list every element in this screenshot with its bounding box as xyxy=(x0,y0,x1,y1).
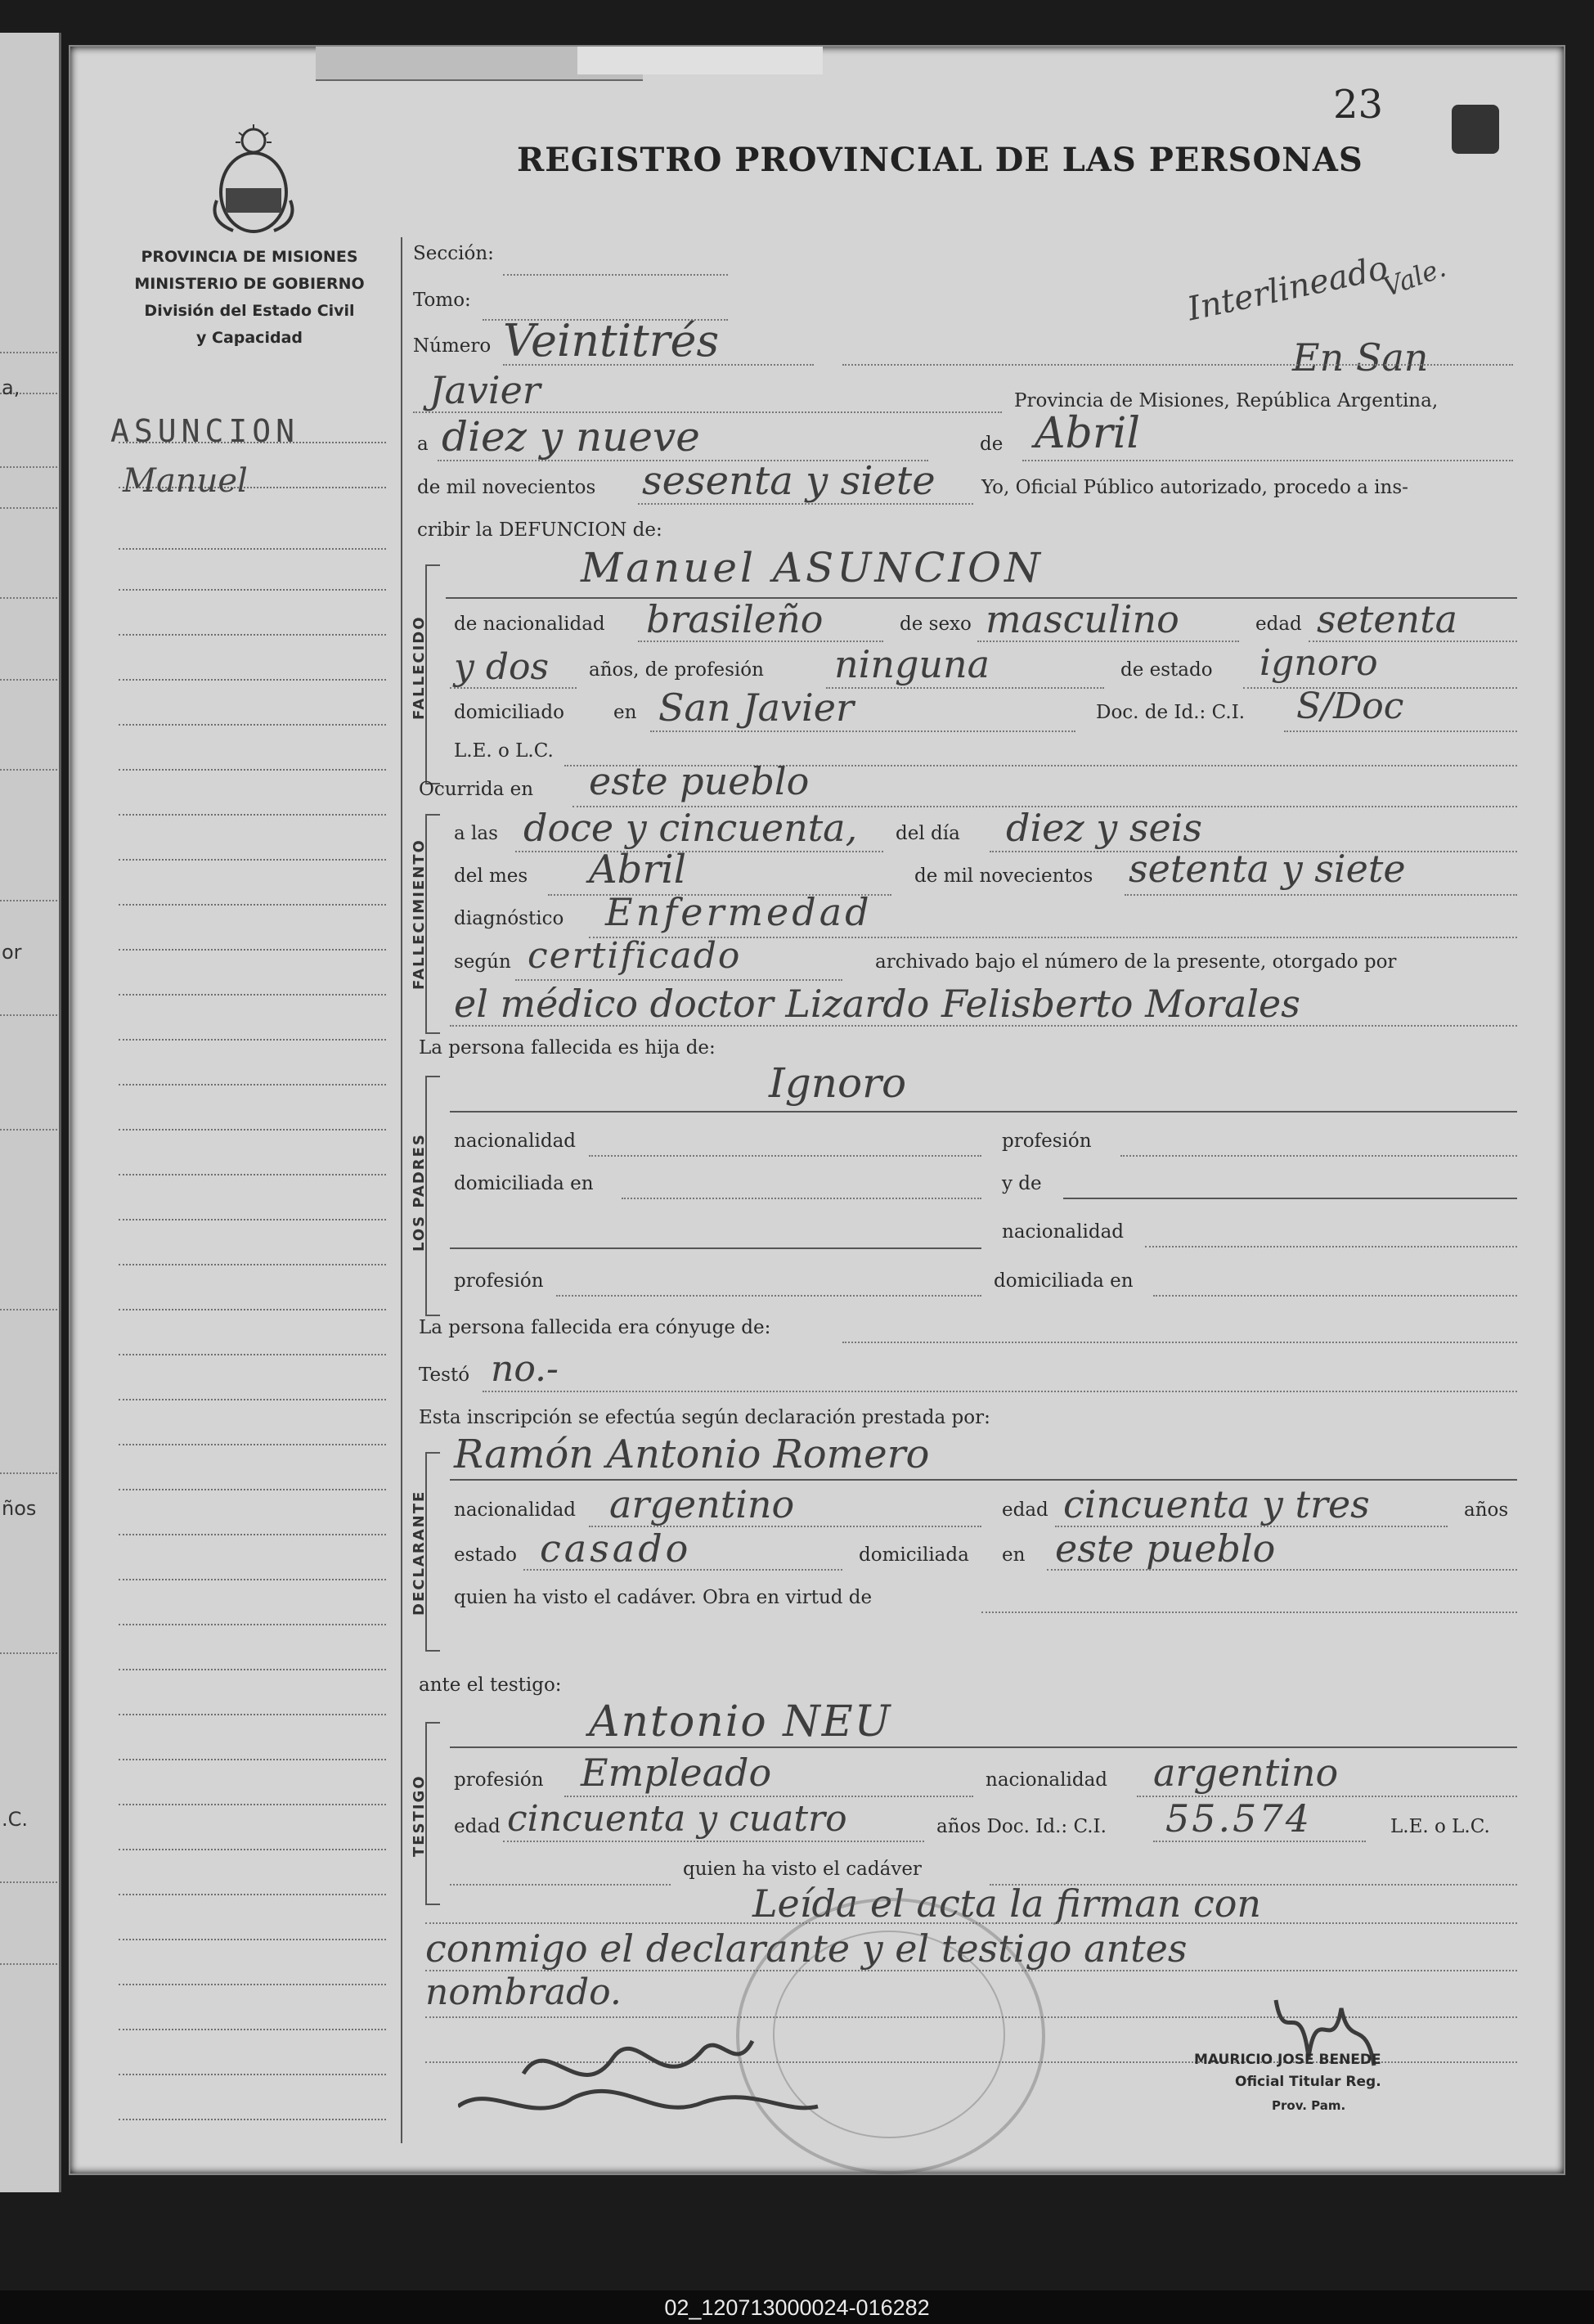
madre-nacionalidad-label: nacionalidad xyxy=(1002,1221,1125,1243)
year-prefix: de mil novecientos xyxy=(417,477,596,498)
testigo-nacionalidad-value: argentino xyxy=(1153,1751,1339,1795)
edad-value-cont: y dos xyxy=(454,646,550,688)
madre-profesion-label: profesión xyxy=(454,1270,544,1292)
declarante-en-label: en xyxy=(1002,1544,1026,1566)
padres-section-label: LOS PADRES xyxy=(411,1133,428,1252)
ante-testigo-label: ante el testigo: xyxy=(419,1674,562,1696)
hija-de-label: La persona fallecida es hija de: xyxy=(419,1037,716,1059)
deceased-name: Manuel ASUNCION xyxy=(581,544,1044,591)
fallecimiento-section-label: FALLECIMIENTO xyxy=(411,838,428,990)
tomo-label: Tomo: xyxy=(413,290,471,311)
doc-value: S/Doc xyxy=(1296,686,1404,727)
edad-value: setenta xyxy=(1317,597,1458,641)
province-text: Provincia de Misiones, República Argentina, xyxy=(1014,390,1439,411)
correction-mark: Vale. xyxy=(1378,251,1450,303)
authority-division: División del Estado Civil xyxy=(144,302,355,320)
page-number: 23 xyxy=(1333,82,1384,128)
declarante-estado-value: casado xyxy=(540,1526,692,1571)
declarante-estado-label: estado xyxy=(454,1544,517,1566)
sexo-value: masculino xyxy=(986,597,1179,641)
domicilio-value: San Javier xyxy=(658,686,854,730)
testigo-name: Antonio NEU xyxy=(589,1697,892,1746)
archivado-text: archivado bajo el número de la presente, otorgado por xyxy=(875,951,1397,973)
madre-domicilio-label: domiciliada en xyxy=(994,1270,1134,1292)
fallecimiento-year-prefix: de mil novecientos xyxy=(914,865,1093,887)
declarante-nacionalidad-value: argentino xyxy=(609,1482,795,1526)
declarante-edad-value: cincuenta y tres xyxy=(1063,1482,1370,1526)
declarante-edad-label: edad xyxy=(1002,1499,1048,1521)
profesion-value: ninguna xyxy=(834,642,990,686)
hora-value: doce y cincuenta, xyxy=(523,806,858,850)
registry-title: REGISTRO PROVINCIAL DE LAS PERSONAS xyxy=(517,141,1363,179)
a-las-label: a las xyxy=(454,823,498,844)
locality-value: Javier xyxy=(429,368,541,412)
diagnostico-label: diagnóstico xyxy=(454,908,564,929)
official-stamp-title: Oficial Titular Reg. xyxy=(1235,2074,1381,2090)
margin-surname: ASUNCION xyxy=(110,413,300,449)
ocurrida-value: este pueblo xyxy=(589,759,810,803)
declarante-anos-label: años xyxy=(1464,1499,1509,1521)
nacionalidad-label: de nacionalidad xyxy=(454,614,605,635)
official-stamp-place: Prov. Pam. xyxy=(1272,2098,1346,2113)
corner-tab xyxy=(1452,105,1499,154)
testigo-cadaver-text: quien ha visto el cadáver xyxy=(683,1859,922,1880)
day-value: diez y nueve xyxy=(442,413,700,461)
padres-value: Ignoro xyxy=(769,1059,907,1107)
testigo-section-label: TESTIGO xyxy=(411,1774,428,1857)
testigo-profesion-label: profesión xyxy=(454,1769,544,1791)
coat-of-arms-icon xyxy=(204,123,303,237)
testigo-edad-value: cincuenta y cuatro xyxy=(507,1798,847,1840)
del-dia-label: del día xyxy=(896,823,960,844)
year-value: sesenta y siete xyxy=(642,458,936,504)
nacionalidad-value: brasileño xyxy=(646,597,824,641)
fallecido-section-label: FALLECIDO xyxy=(411,615,428,720)
mes-value: Abril xyxy=(589,847,687,892)
estado-label: de estado xyxy=(1120,659,1213,681)
segun-value: certificado xyxy=(528,935,742,977)
a-label: a xyxy=(417,434,429,455)
issuing-authority xyxy=(110,244,388,352)
authority-province: PROVINCIA DE MISIONES xyxy=(141,248,358,266)
segun-label: según xyxy=(454,951,511,973)
anos-profesion-label: años, de profesión xyxy=(589,659,764,681)
conyuge-label: La persona fallecida era cónyuge de: xyxy=(419,1317,771,1338)
declarante-name: Ramón Antonio Romero xyxy=(454,1432,930,1477)
padre-domicilio-label: domiciliada en xyxy=(454,1173,594,1194)
medico-value: el médico doctor Lizardo Felisberto Morales xyxy=(454,982,1300,1026)
month-de-label: de xyxy=(980,434,1004,455)
doc-label: Doc. de Id.: C.I. xyxy=(1096,702,1246,723)
numero-label: Número xyxy=(413,335,492,357)
closing-line-3: nombrado. xyxy=(425,1971,622,2013)
testigo-edad-label: edad xyxy=(454,1816,501,1837)
testo-label: Testó xyxy=(419,1364,470,1386)
month-value: Abril xyxy=(1035,409,1140,458)
testigo-doc-value: 55.574 xyxy=(1165,1796,1312,1841)
testigo-nacionalidad-label: nacionalidad xyxy=(986,1769,1108,1791)
le-lc-label: L.E. o L.C. xyxy=(454,740,554,762)
edad-label: edad xyxy=(1255,614,1302,635)
diagnostico-value: Enfermedad xyxy=(605,890,873,934)
del-mes-label: del mes xyxy=(454,865,528,887)
margin-given-name: Manuel xyxy=(123,462,248,500)
authority-division-cont: y Capacidad xyxy=(196,329,303,347)
dia-value: diez y seis xyxy=(1006,806,1202,850)
left-facing-page: a, or ños .C. xyxy=(0,33,61,2192)
testigo-anos-doc-label: años Doc. Id.: C.I. xyxy=(936,1816,1107,1837)
declarante-section-label: DECLARANTE xyxy=(411,1490,428,1616)
declarante-domicilio-value: este pueblo xyxy=(1055,1526,1276,1571)
testo-value: no.- xyxy=(491,1348,559,1390)
official-stamp-name: MAURICIO JOSE BENEDE xyxy=(1194,2052,1381,2068)
fallecimiento-year-value: setenta y siete xyxy=(1129,847,1406,891)
declarante-domiciliada-label: domiciliada xyxy=(859,1544,969,1566)
closing-line-1: Leída el acta la firman con xyxy=(752,1881,1262,1926)
declarante-nacionalidad-label: nacionalidad xyxy=(454,1499,577,1521)
sexo-label: de sexo xyxy=(900,614,972,635)
image-caption: 02_120713000024-016282 xyxy=(664,2295,930,2320)
ocurrida-label: Ocurrida en xyxy=(419,779,534,800)
inscripcion-label: Esta inscripción se efectúa según declaración prestada por: xyxy=(419,1407,990,1428)
estado-value: ignoro xyxy=(1259,642,1378,684)
inscribe-text: cribir la DEFUNCION de: xyxy=(417,519,662,541)
correction-value: En San xyxy=(1292,335,1429,380)
numero-value: Veintitrés xyxy=(503,315,720,366)
correction-note: Interlineado xyxy=(1183,249,1392,329)
padre-nacionalidad-label: nacionalidad xyxy=(454,1131,577,1152)
domiciliado-label: domiciliado xyxy=(454,702,564,723)
testigo-profesion-value: Empleado xyxy=(581,1751,772,1795)
closing-line-2: conmigo el declarante y el testigo antes xyxy=(425,1926,1188,1971)
domicilio-en-label: en xyxy=(613,702,637,723)
officer-text: Yo, Oficial Público autorizado, procedo a ins- xyxy=(981,477,1408,498)
seccion-label: Sección: xyxy=(413,243,494,264)
testigo-le-lc-label: L.E. o L.C. xyxy=(1390,1816,1490,1837)
declarante-cadaver-text: quien ha visto el cadáver. Obra en virtud de xyxy=(454,1587,873,1608)
padre-profesion-label: profesión xyxy=(1002,1131,1092,1152)
authority-ministry: MINISTERIO DE GOBIERNO xyxy=(134,275,365,293)
margin-divider xyxy=(401,237,402,2143)
y-de-label: y de xyxy=(1002,1173,1042,1194)
